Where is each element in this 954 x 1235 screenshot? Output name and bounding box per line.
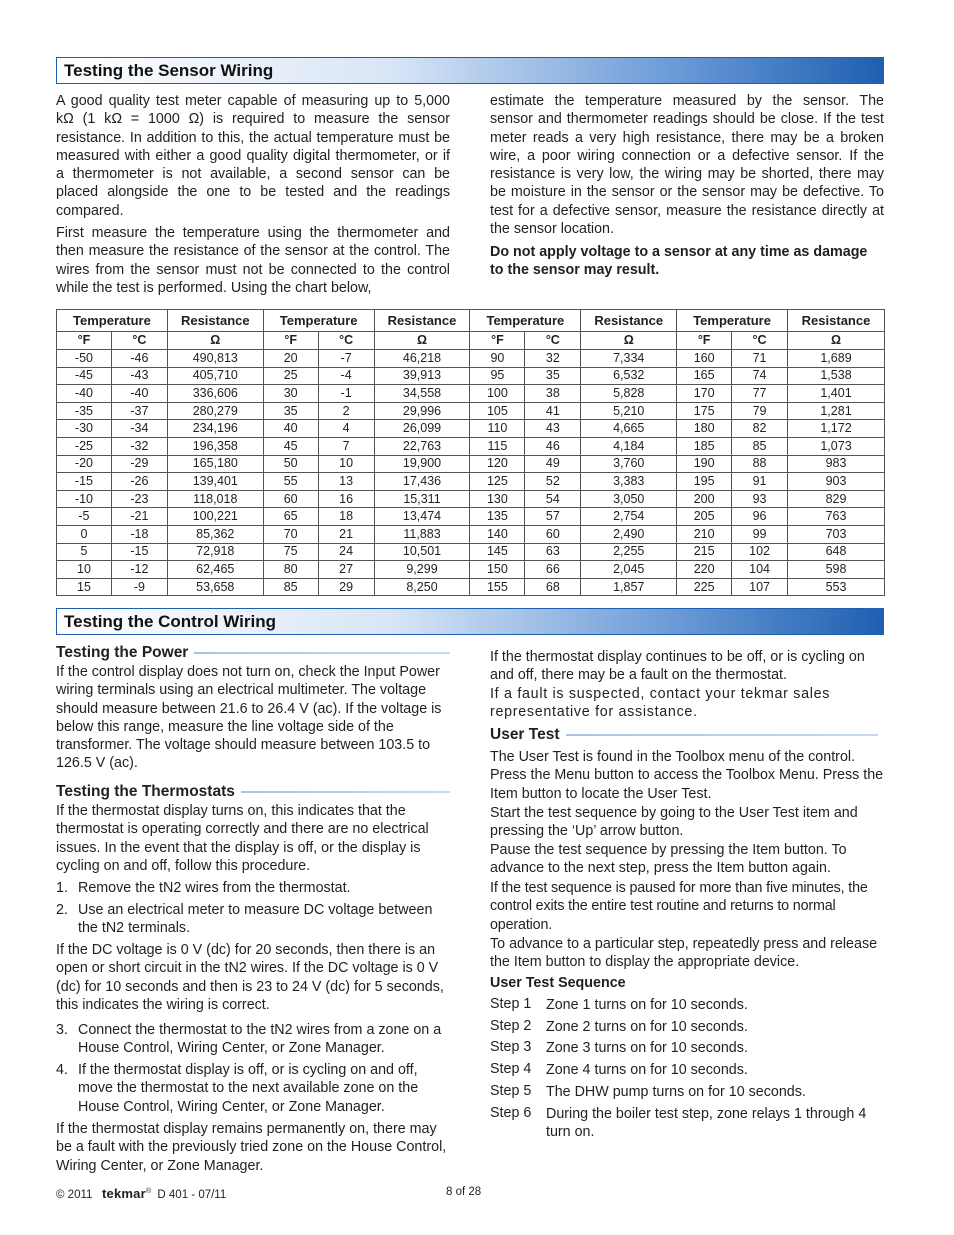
table-cell: -45 [57, 367, 112, 385]
table-row [57, 455, 885, 473]
unit-cell: °F [470, 332, 525, 350]
table-cell: -37 [111, 402, 167, 420]
table-cell: 80 [263, 561, 318, 579]
table-cell: -50 [57, 350, 112, 368]
table-cell: 95 [470, 367, 525, 385]
table-cell: 29 [318, 578, 374, 596]
table-cell: 10 [318, 455, 374, 473]
table-cell: 102 [732, 543, 788, 561]
table-cell: 65 [263, 508, 318, 526]
table-cell: 52 [525, 473, 581, 491]
table-cell: 280,279 [167, 402, 263, 420]
table-cell: 210 [677, 525, 732, 543]
table-cell: -9 [111, 578, 167, 596]
table-cell: 85,362 [167, 525, 263, 543]
table-cell: 1,281 [788, 402, 885, 420]
dc-voltage-text: If the DC voltage is 0 V (dc) for 20 seconds, then there is an open or short circuit in the tN2 wires. If the DC voltage is 0 V (dc) for 10 seconds and then is 23 to 24 V (dc) for 5 seconds, this indicates the wiring is correct. [56, 942, 444, 1013]
sensor-left-paragraph-2: First measure the temperature using the thermometer and then measure the resistance of the sensor at the control. The wires from the sensor must not be connected to the control while the test is performed. Using the chart below, [56, 225, 450, 296]
step-label: Step 2 [490, 1018, 532, 1034]
table-cell: 175 [677, 402, 732, 420]
column-header: Temperature [677, 310, 788, 332]
list-number: 2. [56, 902, 68, 918]
resistance-table [56, 309, 885, 596]
table-cell: 24 [318, 543, 374, 561]
table-cell: 115 [470, 437, 525, 455]
table-cell: 68 [525, 578, 581, 596]
table-cell: 196,358 [167, 437, 263, 455]
table-row [57, 473, 885, 491]
table-cell: 88 [732, 455, 788, 473]
table-cell: 62,465 [167, 561, 263, 579]
table-cell: 234,196 [167, 420, 263, 438]
table-cell: 54 [525, 490, 581, 508]
table-cell: 63 [525, 543, 581, 561]
table-cell: 903 [788, 473, 885, 491]
table-cell: 110 [470, 420, 525, 438]
table-cell: 11,883 [374, 525, 470, 543]
table-cell: 1,689 [788, 350, 885, 368]
table-cell: 107 [732, 578, 788, 596]
table-cell: 5,828 [581, 385, 677, 403]
table-cell: -15 [111, 543, 167, 561]
table-cell: 4,184 [581, 437, 677, 455]
table-units-row [57, 332, 885, 350]
table-cell: 26,099 [374, 420, 470, 438]
table-cell: 60 [263, 490, 318, 508]
table-cell: 1,857 [581, 578, 677, 596]
table-cell: -20 [57, 455, 112, 473]
table-cell: 100,221 [167, 508, 263, 526]
column-header: Temperature [470, 310, 581, 332]
table-cell: 104 [732, 561, 788, 579]
section-header-control [56, 608, 884, 635]
table-cell: 829 [788, 490, 885, 508]
table-cell: 20 [263, 350, 318, 368]
table-cell: 5,210 [581, 402, 677, 420]
table-cell: -18 [111, 525, 167, 543]
step-description: Zone 4 turns on for 10 seconds. [546, 1062, 748, 1078]
section-title: Testing the Sensor Wiring [64, 61, 274, 80]
table-row [57, 578, 885, 596]
table-cell: 40 [263, 420, 318, 438]
section-title: Testing the Control Wiring [64, 612, 277, 631]
table-cell: 39,913 [374, 367, 470, 385]
table-cell: 93 [732, 490, 788, 508]
table-row [57, 561, 885, 579]
table-cell: 150 [470, 561, 525, 579]
table-cell: 185 [677, 437, 732, 455]
table-cell: -5 [57, 508, 112, 526]
table-cell: 1,538 [788, 367, 885, 385]
table-cell: 100 [470, 385, 525, 403]
table-cell: 49 [525, 455, 581, 473]
heading-rule [566, 734, 879, 736]
table-cell: 490,813 [167, 350, 263, 368]
table-cell: 225 [677, 578, 732, 596]
table-cell: 30 [263, 385, 318, 403]
table-cell: 1,172 [788, 420, 885, 438]
unit-cell: °C [318, 332, 374, 350]
table-cell: -46 [111, 350, 167, 368]
table-row [57, 402, 885, 420]
unit-cell: °F [57, 332, 112, 350]
heading-rule [241, 791, 450, 793]
table-cell: 195 [677, 473, 732, 491]
table-cell: 2,754 [581, 508, 677, 526]
table-cell: 74 [732, 367, 788, 385]
step-label: Step 3 [490, 1039, 532, 1055]
table-cell: 190 [677, 455, 732, 473]
table-cell: 46,218 [374, 350, 470, 368]
table-cell: 2,045 [581, 561, 677, 579]
power-text: If the control display does not turn on, check the Input Power wiring terminals using an electrical multimeter. The voltage should measure between 21.6 to 26.4 V (ac). If the voltage is below this range, measure the line voltage side of the transformer. The voltage should measure between 103.5 to 126.5 V (ac). [56, 664, 442, 772]
list-item [56, 1021, 450, 1059]
list-text: Connect the thermostat to the tN2 wires from a zone on a House Control, Wiring Center, or Zone Manager. [78, 1022, 442, 1057]
table-cell: 763 [788, 508, 885, 526]
step-label: Step 4 [490, 1061, 532, 1077]
table-cell: 35 [525, 367, 581, 385]
heading-text: Testing the Power [56, 644, 189, 661]
table-cell: 55 [263, 473, 318, 491]
table-cell: 553 [788, 578, 885, 596]
heading-rule [194, 652, 450, 654]
table-cell: 135 [470, 508, 525, 526]
table-cell: 145 [470, 543, 525, 561]
table-cell: 10 [57, 561, 112, 579]
table-cell: 29,996 [374, 402, 470, 420]
list-number: 4. [56, 1062, 68, 1078]
table-cell: 4,665 [581, 420, 677, 438]
table-cell: -30 [57, 420, 112, 438]
remains-on-text: If the thermostat display remains permanently on, there may be a fault with the previously tried zone on the House Control, Wiring Center, or Zone Manager. [56, 1121, 447, 1174]
list-text: Remove the tN2 wires from the thermostat. [78, 880, 351, 896]
table-cell: 105 [470, 402, 525, 420]
table-cell: 43 [525, 420, 581, 438]
thermostats-text: If the thermostat display turns on, this indicates that the thermostat is operating correctly and there are no electrical issues. In the event that the display is off, or the display is cycling on and off, follow this procedure. [56, 803, 429, 874]
table-row [57, 385, 885, 403]
table-cell: 3,383 [581, 473, 677, 491]
table-cell: 79 [732, 402, 788, 420]
table-row [57, 420, 885, 438]
page-number: 8 of 28 [446, 1186, 482, 1198]
list-item [56, 901, 450, 939]
table-cell: -1 [318, 385, 374, 403]
unit-cell: Ω [167, 332, 263, 350]
table-cell: 13,474 [374, 508, 470, 526]
column-header: Resistance [167, 310, 263, 332]
step-description: Zone 3 turns on for 10 seconds. [546, 1040, 748, 1056]
table-cell: 85 [263, 578, 318, 596]
table-cell: 46 [525, 437, 581, 455]
testing-power-heading [56, 644, 450, 662]
table-row [57, 543, 885, 561]
user-test-paragraph-3: Pause the test sequence by pressing the Item button. To advance to the next step, press the Item button again. [490, 842, 847, 877]
unit-cell: Ω [374, 332, 470, 350]
table-cell: 0 [57, 525, 112, 543]
table-cell: 41 [525, 402, 581, 420]
control-right-paragraph-1: If the thermostat display continues to be off, or is cycling on and off, there may be a fault on the thermostat. [490, 649, 865, 684]
table-cell: 17,436 [374, 473, 470, 491]
list-text: If the thermostat display is off, or is cycling on and off, move the thermostat to the next available zone on the House Control, Wiring Center, or Zone Manager. [78, 1062, 419, 1115]
table-cell: -12 [111, 561, 167, 579]
user-test-paragraph-5: To advance to a particular step, repeatedly press and release the Item button to display the appropriate device. [490, 936, 878, 971]
heading-text: User Test [490, 726, 560, 743]
table-cell: 165,180 [167, 455, 263, 473]
table-cell: 5 [57, 543, 112, 561]
table-cell: 200 [677, 490, 732, 508]
unit-cell: Ω [581, 332, 677, 350]
table-cell: 32 [525, 350, 581, 368]
sensor-left-paragraph-1: A good quality test meter capable of measuring up to 5,000 kΩ (1 kΩ = 1000 Ω) is required to measure the sensor resistance. In addition to this, the actual temperature must be measured with either a good quality digital thermometer, or if a thermometer is not available, a second sensor can be placed alongside the one to be tested and the readings compared. [56, 93, 450, 219]
table-cell: 18 [318, 508, 374, 526]
table-cell: 77 [732, 385, 788, 403]
table-cell: -25 [57, 437, 112, 455]
table-cell: 180 [677, 420, 732, 438]
table-cell: 99 [732, 525, 788, 543]
table-cell: 70 [263, 525, 318, 543]
table-cell: -43 [111, 367, 167, 385]
step-label: Step 1 [490, 996, 532, 1012]
table-cell: 50 [263, 455, 318, 473]
table-cell: 27 [318, 561, 374, 579]
step-description: Zone 1 turns on for 10 seconds. [546, 997, 748, 1013]
list-item [56, 879, 450, 899]
table-cell: 3,760 [581, 455, 677, 473]
unit-cell: °C [732, 332, 788, 350]
table-cell: 215 [677, 543, 732, 561]
table-cell: 405,710 [167, 367, 263, 385]
table-cell: 2 [318, 402, 374, 420]
table-cell: 1,401 [788, 385, 885, 403]
user-test-paragraph-1: The User Test is found in the Toolbox menu of the control. Press the Menu button to access the Toolbox Menu. Press the Item button to locate the User Test. [490, 749, 884, 802]
step-description: The DHW pump turns on for 10 seconds. [546, 1084, 806, 1100]
sensor-warning: Do not apply voltage to a sensor at any time as damage to the sensor may result. [490, 244, 868, 279]
column-header: Resistance [581, 310, 677, 332]
table-cell: 16 [318, 490, 374, 508]
table-cell: 22,763 [374, 437, 470, 455]
user-test-paragraph-2: Start the test sequence by going to the User Test item and pressing the ‘Up’ arrow button. [490, 805, 858, 840]
table-cell: 160 [677, 350, 732, 368]
table-cell: 45 [263, 437, 318, 455]
table-cell: -7 [318, 350, 374, 368]
table-cell: -26 [111, 473, 167, 491]
user-test-heading [490, 726, 878, 744]
table-cell: 220 [677, 561, 732, 579]
table-cell: 13 [318, 473, 374, 491]
step-label: Step 5 [490, 1083, 532, 1099]
table-cell: 125 [470, 473, 525, 491]
list-number: 3. [56, 1022, 68, 1038]
table-cell: 2,490 [581, 525, 677, 543]
table-header-row [57, 310, 885, 332]
unit-cell: °C [525, 332, 581, 350]
table-cell: 130 [470, 490, 525, 508]
table-cell: 1,073 [788, 437, 885, 455]
table-cell: 120 [470, 455, 525, 473]
column-header: Resistance [374, 310, 470, 332]
list-item [56, 1061, 450, 1117]
column-header: Temperature [57, 310, 168, 332]
unit-cell: °F [263, 332, 318, 350]
table-cell: 90 [470, 350, 525, 368]
table-cell: -10 [57, 490, 112, 508]
table-cell: 205 [677, 508, 732, 526]
table-cell: 648 [788, 543, 885, 561]
table-cell: 35 [263, 402, 318, 420]
table-cell: 19,900 [374, 455, 470, 473]
table-cell: 10,501 [374, 543, 470, 561]
list-text: Use an electrical meter to measure DC voltage between the tN2 terminals. [78, 902, 433, 937]
table-cell: 165 [677, 367, 732, 385]
table-cell: -34 [111, 420, 167, 438]
table-cell: 4 [318, 420, 374, 438]
table-cell: 155 [470, 578, 525, 596]
table-cell: -15 [57, 473, 112, 491]
table-cell: 85 [732, 437, 788, 455]
table-cell: 703 [788, 525, 885, 543]
step-label: Step 6 [490, 1105, 532, 1121]
document-number: D 401 - 07/11 [157, 1189, 227, 1201]
table-cell: -35 [57, 402, 112, 420]
registered-mark: ® [145, 1188, 152, 1196]
column-header: Temperature [263, 310, 374, 332]
table-row [57, 490, 885, 508]
table-cell: 57 [525, 508, 581, 526]
table-cell: 91 [732, 473, 788, 491]
table-cell: 598 [788, 561, 885, 579]
step-description: Zone 2 turns on for 10 seconds. [546, 1019, 748, 1035]
table-cell: 140 [470, 525, 525, 543]
unit-cell: °C [111, 332, 167, 350]
user-test-paragraph-4: If the test sequence is paused for more than five minutes, the control exits the entire test routine and returns to normal operation. [490, 880, 868, 933]
table-cell: -23 [111, 490, 167, 508]
table-cell: 139,401 [167, 473, 263, 491]
table-cell: -40 [111, 385, 167, 403]
table-cell: 7 [318, 437, 374, 455]
table-cell: 71 [732, 350, 788, 368]
table-cell: 8,250 [374, 578, 470, 596]
section-header-sensor [56, 57, 884, 84]
table-row [57, 508, 885, 526]
table-cell: 15 [57, 578, 112, 596]
table-cell: 15,311 [374, 490, 470, 508]
table-cell: 34,558 [374, 385, 470, 403]
table-cell: 66 [525, 561, 581, 579]
table-cell: -21 [111, 508, 167, 526]
step-description: During the boiler test step, zone relays 1 through 4 turn on. [546, 1106, 867, 1141]
footer [56, 1186, 226, 1201]
table-cell: 72,918 [167, 543, 263, 561]
table-cell: 983 [788, 455, 885, 473]
table-cell: 53,658 [167, 578, 263, 596]
table-row [57, 367, 885, 385]
table-cell: 38 [525, 385, 581, 403]
table-row [57, 437, 885, 455]
table-cell: 96 [732, 508, 788, 526]
table-cell: 82 [732, 420, 788, 438]
brand-logo: tekmar [102, 1186, 146, 1201]
table-row [57, 525, 885, 543]
table-cell: -4 [318, 367, 374, 385]
table-body [57, 350, 885, 596]
table-cell: -32 [111, 437, 167, 455]
column-header: Resistance [788, 310, 885, 332]
heading-text: Testing the Thermostats [56, 783, 235, 800]
table-cell: 336,606 [167, 385, 263, 403]
table-cell: -29 [111, 455, 167, 473]
user-test-sequence-heading: User Test Sequence [490, 975, 626, 991]
list-number: 1. [56, 880, 68, 896]
table-cell: 9,299 [374, 561, 470, 579]
testing-thermostats-heading [56, 783, 450, 801]
copyright: © 2011 [56, 1189, 93, 1201]
sensor-right-paragraph: estimate the temperature measured by the sensor. The sensor and thermometer readings should be close. If the test meter reads a very high resistance, there may be a broken wire, a poor wiring connection or a defective sensor. If the resistance is very low, the wiring may be shorted, there may be moisture in the sensor or the sensor may be defective. To test for a defective sensor, measure the resistance directly at the sensor location. [490, 93, 884, 238]
table-cell: 60 [525, 525, 581, 543]
control-right-paragraph-2: If a fault is suspected, contact your tekmar sales representative for assistance. [490, 686, 831, 721]
table-cell: 25 [263, 367, 318, 385]
table-cell: 6,532 [581, 367, 677, 385]
table-cell: 21 [318, 525, 374, 543]
table-cell: 3,050 [581, 490, 677, 508]
table-cell: 118,018 [167, 490, 263, 508]
table-cell: 170 [677, 385, 732, 403]
table-cell: 75 [263, 543, 318, 561]
unit-cell: Ω [788, 332, 885, 350]
table-cell: 2,255 [581, 543, 677, 561]
unit-cell: °F [677, 332, 732, 350]
table-row [57, 350, 885, 368]
table-cell: -40 [57, 385, 112, 403]
table-cell: 7,334 [581, 350, 677, 368]
